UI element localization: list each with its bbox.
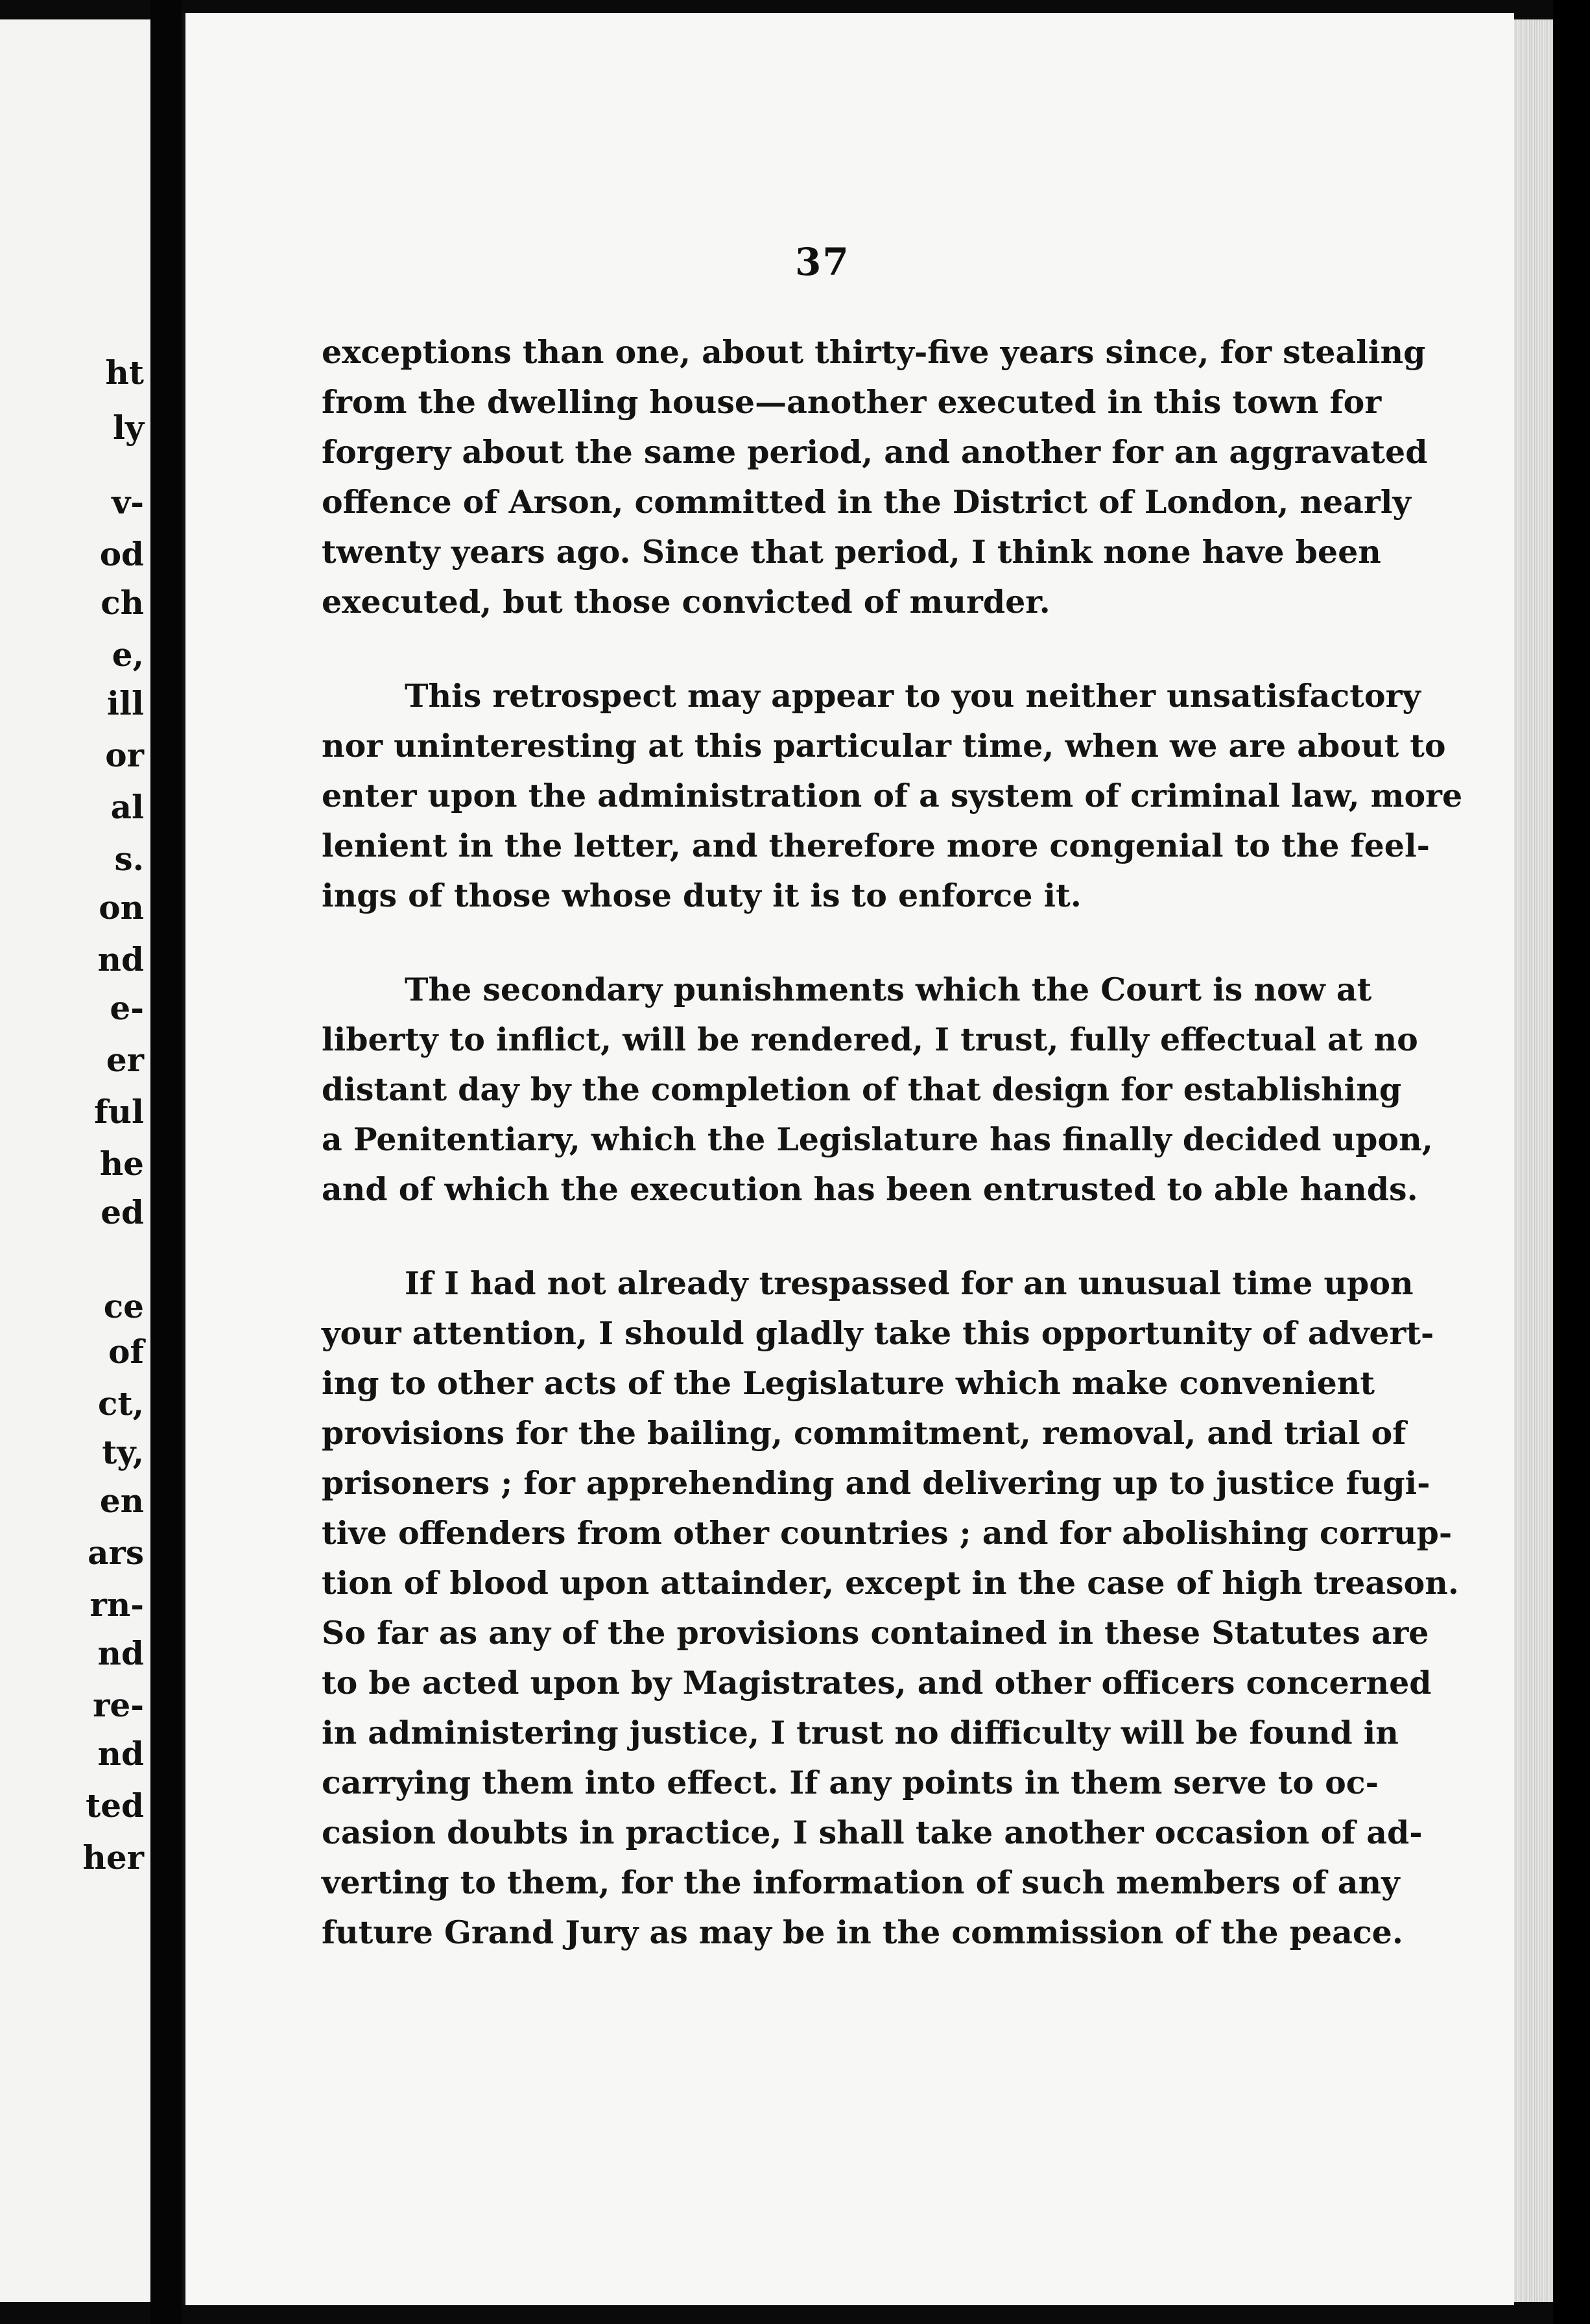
left-page-fragment: e- (110, 989, 144, 1027)
left-page-fragment: ful (94, 1093, 144, 1131)
text-line: lenient in the letter, and therefore more congenial to the feel- (322, 827, 1430, 864)
text-line: your attention, I should gladly take this opportunity of advert- (322, 1314, 1434, 1352)
text-line: forgery about the same period, and another for an aggravated (322, 433, 1428, 471)
text-line: tion of blood upon attainder, except in the case of high treason. (322, 1564, 1459, 1602)
paragraph (322, 1259, 1459, 1958)
text-line: nor uninteresting at this particular time, when we are about to (322, 727, 1446, 765)
text-line: future Grand Jury as may be in the commission of the peace. (322, 1914, 1403, 1951)
page-edge (1514, 19, 1553, 2302)
left-page-fragment: nd (97, 1735, 144, 1773)
left-page-fragment: of (108, 1333, 144, 1371)
left-page-fragment: e, (112, 635, 144, 674)
text-line: to be acted upon by Magistrates, and other officers concerned (322, 1664, 1432, 1702)
text-line: offence of Arson, committed in the District of London, nearly (322, 483, 1411, 521)
left-page-fragment: er (106, 1041, 144, 1079)
text-line: enter upon the administration of a system of criminal law, more (322, 777, 1463, 814)
left-page-fragment: nd (97, 1634, 144, 1672)
book-gutter (150, 0, 182, 2324)
text-line: If I had not already trespassed for an unusual time upon (405, 1264, 1414, 1302)
text-line: from the dwelling house—another executed in this town for (322, 383, 1382, 421)
left-facing-page (0, 19, 150, 2302)
left-page-fragment: rn- (89, 1585, 144, 1624)
left-page-fragment: ty, (102, 1433, 144, 1471)
text-line: So far as any of the provisions contained in these Statutes are (322, 1614, 1429, 1652)
text-line: carrying them into effect. If any points in them serve to oc- (322, 1764, 1379, 1801)
left-page-fragment: ct, (98, 1384, 144, 1423)
left-page-fragment: ill (107, 684, 144, 722)
left-page-fragment: or (105, 736, 144, 774)
text-line: liberty to inflict, will be rendered, I trust, fully effectual at no (322, 1021, 1418, 1058)
text-line: executed, but those convicted of murder. (322, 583, 1050, 621)
left-page-fragment: ly (112, 409, 144, 447)
left-page-fragment: he (99, 1144, 144, 1183)
left-page-fragment: en (99, 1482, 144, 1520)
left-page-fragment: ars (88, 1534, 144, 1572)
left-page-fragment: ce (103, 1287, 144, 1325)
left-page-fragment: ed (101, 1193, 144, 1231)
text-line: exceptions than one, about thirty-five years since, for stealing (322, 333, 1426, 371)
body-text (322, 327, 1463, 2002)
text-line: This retrospect may appear to you neither unsatisfactory (405, 677, 1421, 715)
text-line: a Penitentiary, which the Legislature has finally decided upon, (322, 1120, 1433, 1158)
left-page-fragment: re- (93, 1686, 144, 1724)
paragraph (322, 965, 1433, 1215)
left-page-fragment: od (99, 535, 144, 573)
left-page-fragment: her (82, 1838, 144, 1877)
left-page-fragment: ted (86, 1786, 144, 1825)
paragraph (322, 327, 1428, 627)
text-line: ings of those whose duty it is to enforce it. (322, 877, 1082, 914)
left-page-fragment: nd (97, 940, 144, 978)
scan-border-right (1553, 0, 1590, 2324)
text-line: distant day by the completion of that design for establishing (322, 1071, 1402, 1108)
text-line: casion doubts in practice, I shall take another occasion of ad- (322, 1814, 1423, 1851)
left-page-fragment: v- (112, 483, 144, 521)
text-line: in administering justice, I trust no difficulty will be found in (322, 1714, 1399, 1751)
left-page-fragment: s. (114, 840, 144, 878)
left-page-fragment: al (110, 788, 144, 826)
text-line: and of which the execution has been entrusted to able hands. (322, 1170, 1418, 1208)
left-page-fragment: ht (105, 353, 144, 392)
text-line: provisions for the bailing, commitment, removal, and trial of (322, 1414, 1406, 1452)
page-number: 37 (795, 240, 850, 284)
text-line: verting to them, for the information of such members of any (322, 1864, 1400, 1901)
left-page-fragment: ch (101, 584, 144, 622)
text-line: prisoners ; for apprehending and delivering up to justice fugi- (322, 1464, 1430, 1502)
paragraph (322, 671, 1463, 921)
text-line: tive offenders from other countries ; and for abolishing corrup- (322, 1514, 1453, 1552)
left-page-fragment: on (99, 888, 144, 927)
text-line: twenty years ago. Since that period, I think none have been (322, 533, 1381, 571)
text-line: ing to other acts of the Legislature which make convenient (322, 1364, 1375, 1402)
text-line: The secondary punishments which the Court is now at (405, 971, 1372, 1008)
